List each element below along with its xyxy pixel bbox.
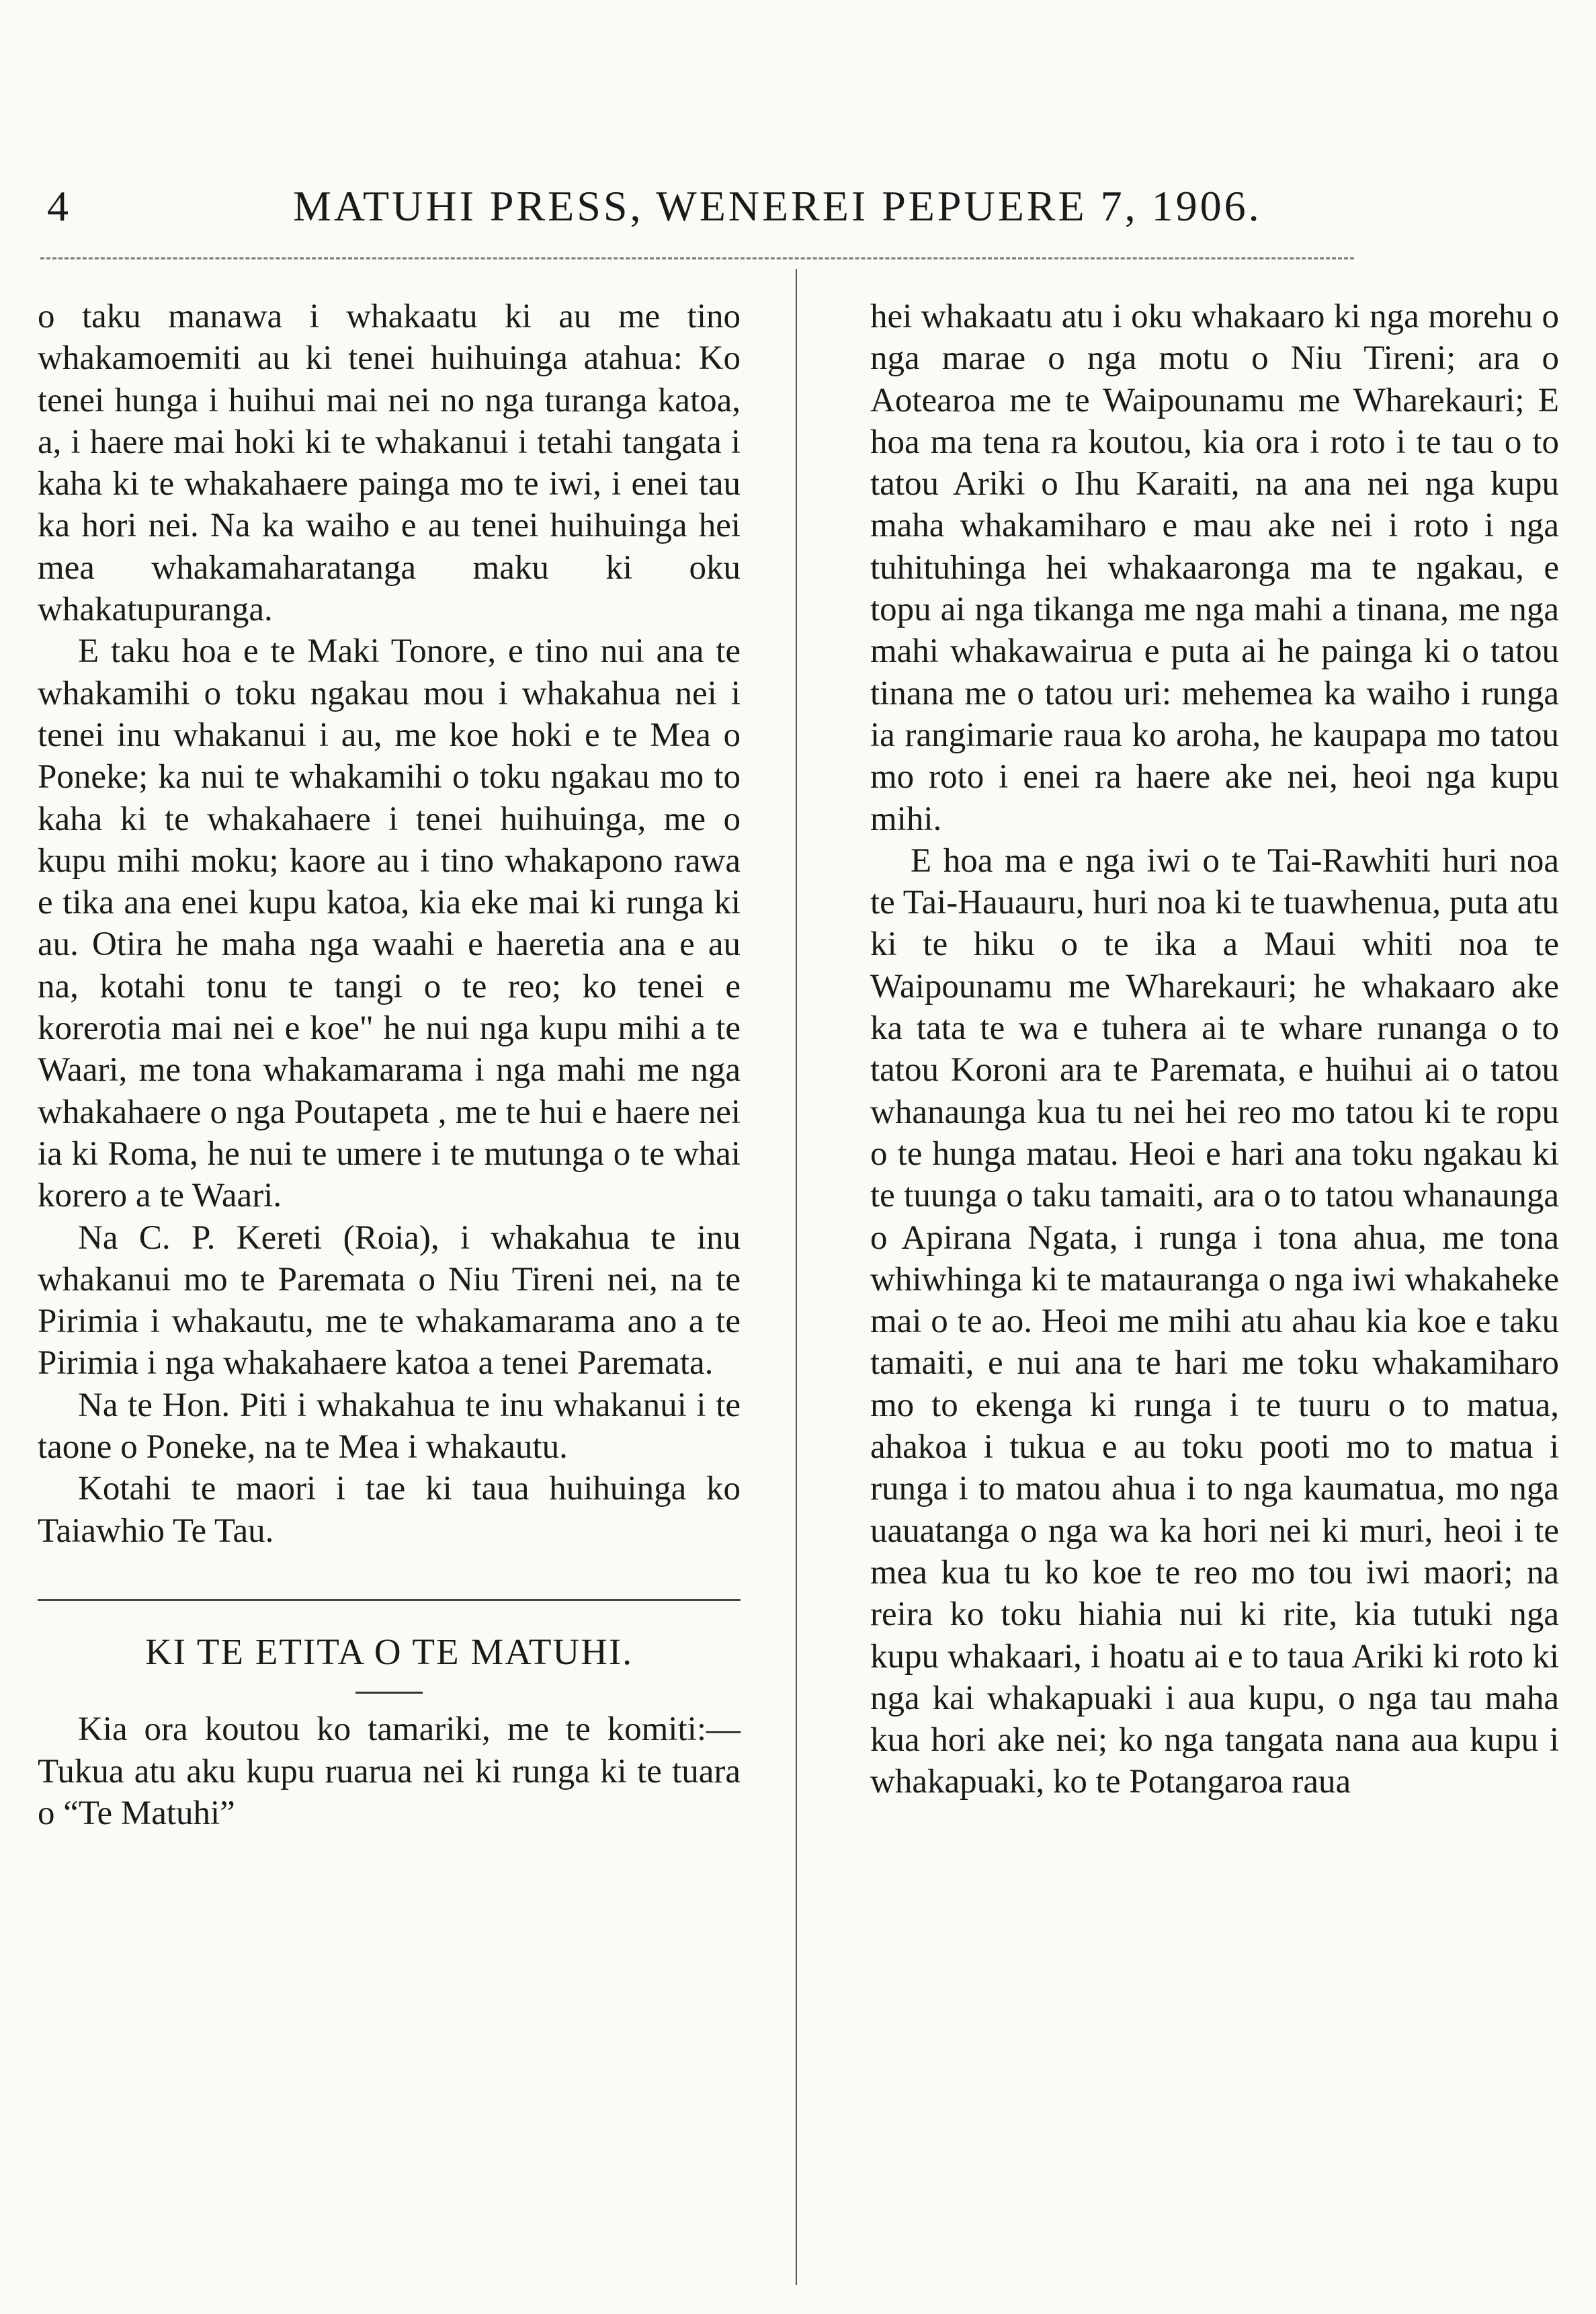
page-number: 4 [47, 182, 71, 230]
title-rule [355, 1692, 423, 1694]
page-header [47, 181, 1391, 249]
article-paragraph: Na C. P. Kereti (Roia), i whakahua te inu whakanui mo te Paremata o Niu Tireni nei, na te Pirimia i whakautu, me te whakamarama ano a te Pirimia i nga whakahaere katoa a tenei Paremata. [38, 1218, 741, 1382]
article-paragraph: E taku hoa e te Maki Tonore, e tino nui ana te whakamihi o toku ngakau mou i whakahua nei i tenei inu whakanui i au, me koe hoki e te Mea o Poneke; ka nui te whakamihi o toku ngakau mo to kaha ki te whakahaere i tenei huihuinga, me o kupu mihi moku; kaore au i tino whakapono rawa e tika ana enei kupu katoa, kia eke mai ki runga ki au. Otira he maha nga waahi e haeretia ana e au na, kotahi tonu te tangi o te reo; ko tenei e korerotia mai nei e koe" he nui nga kupu mihi a te Waari, me tona whakamarama i nga mahi me nga whakahaere o nga Poutapeta , me te hui e haere nei ia ki Roma, he nui te umere i te mutunga o te whai korero a te Waari. [38, 632, 741, 1215]
right-column [870, 296, 1559, 1803]
masthead-title: MATUHI PRESS, WENEREI PEPUERE 7, 1906. [293, 182, 1262, 230]
left-column [38, 296, 741, 1834]
section-title: KI TE ETITA O TE MATUHI. [145, 1630, 633, 1672]
article-paragraph: o taku manawa i whakaatu ki au me tino whakamoemiti au ki tenei huihuinga atahua: Ko tenei hunga i huihui mai nei no nga turanga katoa, a, i haere mai hoki ki te whakanui i tetahi tangata i kaha ki te whakahaere painga mo te iwi, i enei tau ka hori nei. Na ka waiho e au tenei huihuinga hei mea whakamaharatanga maku ki oku whakatupuranga. [38, 298, 741, 629]
article-paragraph: Na te Hon. Piti i whakahua te inu whakanui i te taone o Poneke, na te Mea i whakautu. [38, 1386, 741, 1466]
section-divider [38, 1599, 741, 1601]
article-paragraph: Kotahi te maori i tae ki taua huihuinga ko Taiawhio Te Tau. [38, 1470, 741, 1550]
article-paragraph: E hoa ma e nga iwi o te Tai-Rawhiti huri noa te Tai-Hauauru, huri noa ki te tuawhenua, puta atu ki te hiku o te ika a Maui whiti noa te Waipounamu me Wharekauri; he whakaaro ake ka tata te wa e tuhera ai te whare runanga o to tatou Koroni ara te Paremata, e huihui ai o tatou whanaunga kua tu nei hei reo mo tatou ki te ropu o te hunga matau. Heoi e hari ana toku ngakau ki te tuunga o taku tamaiti, ara o to tatou whanaunga o Apirana Ngata, i runga i tona ahua, me tona whiwhinga ki te matauranga o nga iwi whakaheke mai o te ao. Heoi me mihi atu ahau kia koe e taku tamaiti, e nui ana te hari me toku whakamiharo mo to ekenga ki runga i te tuuru o to matua, ahakoa i tukua e au toku pooti mo to matua i runga i to matou ahua i to nga kaumatua, mo nga uauatanga o nga wa ka hori nei ki muri, heoi i te mea kua tu ko koe te reo mo tou iwi maori; na reira ko toku hiahia nui ki rite, kia tutuki nga kupu whakaari, i hoatu ai e to taua Ariki ki roto ki nga kai whakapuaki i aua kupu, o nga tau maha kua hori ake nei; ko nga tangata nana aua kupu i whakapuaki, ko te Potangaroa raua [870, 841, 1559, 1801]
letter-paragraph: Kia ora koutou ko tamariki, me te komiti:—Tukua atu aku kupu ruarua nei ki runga ki te tuara o “Te Matuhi” [38, 1710, 741, 1832]
column-divider [796, 269, 797, 2285]
article-paragraph: hei whakaatu atu i oku whakaaro ki nga morehu o nga marae o nga motu o Niu Tireni; ara o Aotearoa me te Waipounamu me Wharekauri; E hoa ma tena ra koutou, kia ora i roto i te tau o to tatou Ariki o Ihu Karaiti, na ana nei nga kupu maha whakamiharo e mau ake nei i roto i nga tuhituhinga hei whakaaronga ma te ngakau, e topu ai nga tikanga me nga mahi a tinana, me nga mahi whakawairua e puta ai he painga ki o tatou tinana me o tatou uri: mehemea ka waiho i runga ia rangimarie raua ko aroha, he kaupapa mo tatou mo roto i enei ra haere ake nei, heoi nga kupu mihi. [870, 298, 1559, 838]
header-rule [40, 257, 1354, 259]
